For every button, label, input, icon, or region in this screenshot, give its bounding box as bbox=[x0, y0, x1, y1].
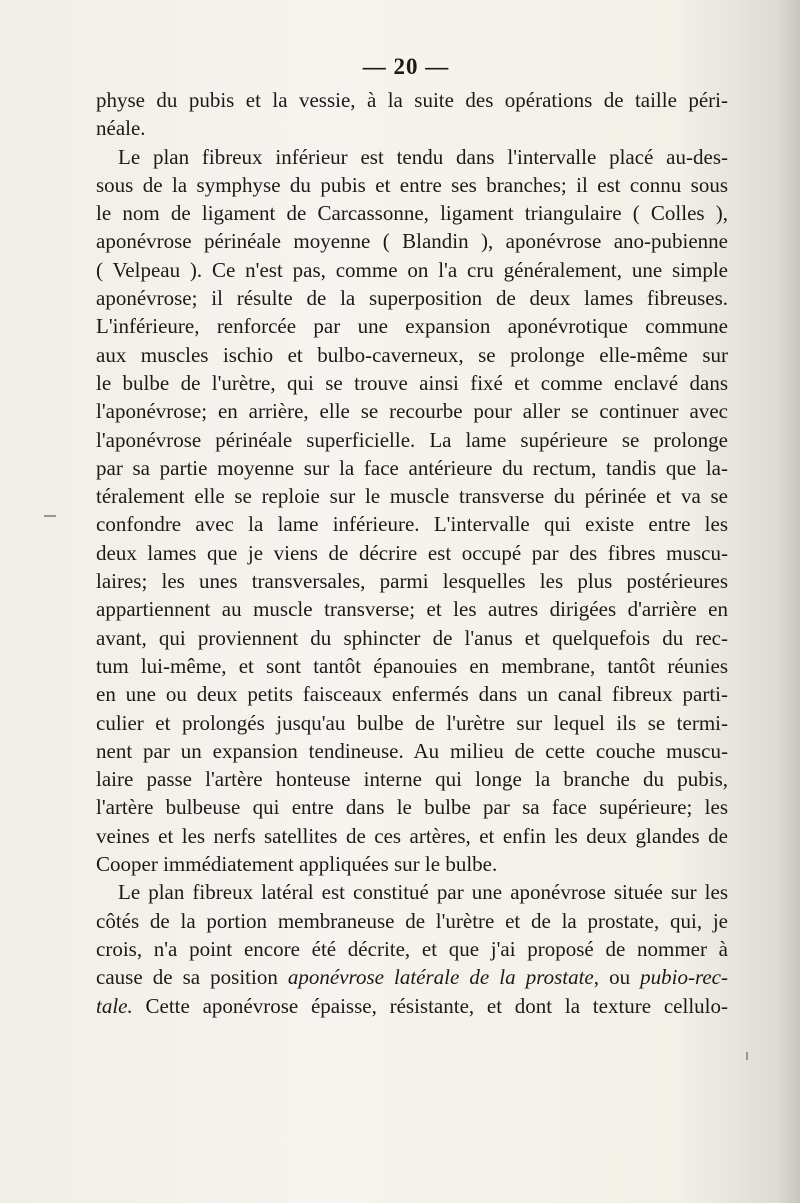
text-line: veines et les nerfs satellites de ces artères, et enfin les deux glandes de bbox=[96, 823, 728, 848]
text-line: en une ou deux petits faisceaux enfermés dans un canal fibreux parti- bbox=[96, 682, 728, 707]
text-line: laire passe l'artère honteuse interne qui longe la branche du pubis, bbox=[96, 767, 728, 792]
text-run: Cette aponévrose épaisse, résistante, et dont la texture cellulo- bbox=[132, 993, 728, 1018]
text-line: physe du pubis et la vessie, à la suite des opérations de taille péri- bbox=[96, 88, 728, 112]
text-line: néale. bbox=[96, 116, 146, 141]
text-line: Cooper immédiatement appliquées sur le bulbe. bbox=[96, 852, 498, 877]
text-line: aux muscles ischio et bulbo-caverneux, se prolonge elle-même sur bbox=[96, 342, 728, 367]
text-line-with-italics bbox=[96, 992, 728, 1020]
text-line: côtés de la portion membraneuse de l'urètre et de la prostate, qui, je bbox=[96, 908, 728, 933]
text-line: le nom de ligament de Carcassonne, ligament triangulaire ( Colles ), bbox=[96, 201, 728, 226]
margin-mark bbox=[44, 515, 56, 517]
text-line: Le plan fibreux latéral est constitué par une aponévrose située sur les bbox=[118, 880, 728, 905]
margin-mark bbox=[746, 1052, 748, 1060]
text-run: cause de sa position bbox=[96, 965, 288, 990]
text-line: deux lames que je viens de décrire est occupé par des fibres muscu- bbox=[96, 540, 728, 565]
text-line: le bulbe de l'urètre, qui se trouve ainsi fixé et comme enclavé dans bbox=[96, 370, 728, 395]
text-run: , ou bbox=[593, 965, 641, 990]
text-line: avant, qui proviennent du sphincter de l'anus et quelquefois du rec- bbox=[96, 625, 728, 650]
text-line: laires; les unes transversales, parmi lesquelles les plus postérieures bbox=[96, 569, 728, 594]
text-line: confondre avec la lame inférieure. L'intervalle qui existe entre les bbox=[96, 512, 728, 537]
text-line-with-italics bbox=[96, 963, 728, 991]
text-line: crois, n'a point encore été décrite, et que j'ai proposé de nommer à bbox=[96, 936, 728, 961]
page-number: — 20 — bbox=[362, 54, 450, 79]
italic-term: pubio-rec- bbox=[640, 965, 728, 990]
text-line: par sa partie moyenne sur la face antérieure du rectum, tandis que la- bbox=[96, 455, 728, 480]
text-line: l'artère bulbeuse qui entre dans le bulbe par sa face supérieure; les bbox=[96, 795, 728, 820]
text-line: L'inférieure, renforcée par une expansion aponévrotique commune bbox=[96, 314, 728, 339]
text-line: téralement elle se reploie sur le muscle transverse du périnée et va se bbox=[96, 484, 728, 509]
text-line: Le plan fibreux inférieur est tendu dans l'intervalle placé au-des- bbox=[118, 144, 728, 169]
body-text bbox=[96, 86, 728, 1020]
italic-term: aponévrose latérale de la prostate bbox=[287, 965, 594, 990]
text-line: aponévrose périnéale moyenne ( Blandin ), aponévrose ano-pubienne bbox=[96, 229, 728, 254]
text-line: aponévrose; il résulte de la superposition de deux lames fibreuses. bbox=[96, 286, 728, 311]
text-line: sous de la symphyse du pubis et entre ses branches; il est connu sous bbox=[96, 172, 728, 197]
text-line: l'aponévrose périnéale superficielle. La lame supérieure se prolonge bbox=[96, 427, 728, 452]
text-line: appartiennent au muscle transverse; et les autres dirigées d'arrière en bbox=[96, 597, 728, 622]
text-line: nent par un expansion tendineuse. Au milieu de cette couche muscu- bbox=[96, 738, 728, 763]
text-line: ( Velpeau ). Ce n'est pas, comme on l'a cru généralement, une simple bbox=[96, 257, 728, 282]
text-line: culier et prolongés jusqu'au bulbe de l'urètre sur lequel ils se termi- bbox=[96, 710, 728, 735]
text-line: tum lui-même, et sont tantôt épanouies en membrane, tantôt réunies bbox=[96, 653, 728, 678]
text-line: l'aponévrose; en arrière, elle se recourbe pour aller se continuer avec bbox=[96, 399, 728, 424]
italic-term: tale. bbox=[96, 993, 133, 1018]
